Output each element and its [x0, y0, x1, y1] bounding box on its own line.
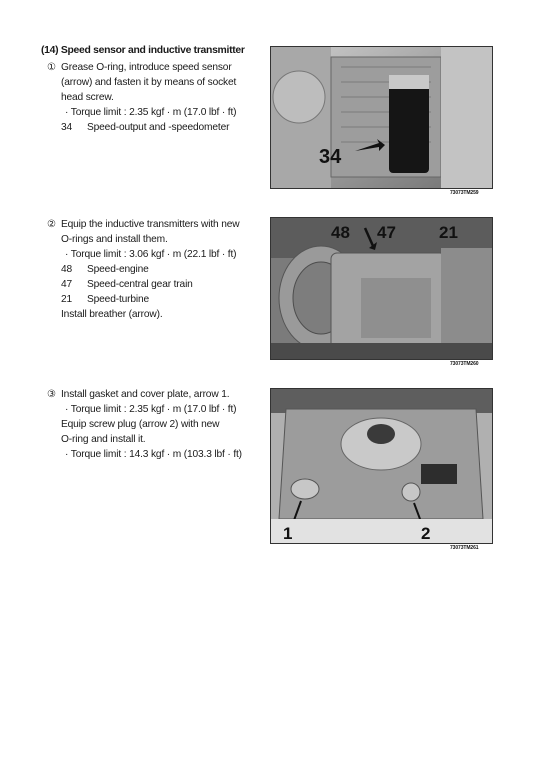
photo-3-callout-2: 2 — [421, 524, 431, 543]
photo-inductive-transmitters — [270, 217, 493, 360]
step-2-ref-47: 47 Speed-central gear train — [61, 279, 193, 290]
photo-2-callout-47: 47 — [377, 223, 396, 242]
step-2-line-1: Equip the inductive transmitters with new — [61, 219, 240, 230]
step-1-text — [47, 60, 243, 135]
step-3-text — [47, 387, 243, 462]
step-1-line-3: head screw. — [61, 92, 114, 103]
step-1-number: ① — [47, 62, 56, 73]
step-1-torque: · Torque limit : 2.35 kgf · m (17.0 lbf · ft) — [47, 105, 243, 120]
step-1-line-2: (arrow) and fasten it by means of socket — [61, 77, 237, 88]
step-3-torque-2: · Torque limit : 14.3 kgf · m (103.3 lbf · ft) — [47, 447, 243, 462]
step-2-number: ② — [47, 219, 56, 230]
photo-3-callout-1: 1 — [283, 524, 293, 543]
step-3-line-3: O-ring and install it. — [61, 434, 146, 445]
step-2-ref-48: 48 Speed-engine — [61, 264, 149, 275]
step-2-ref-21: 21 Speed-turbine — [61, 294, 150, 305]
photo-2-callout-48: 48 — [331, 223, 350, 242]
step-3-number: ③ — [47, 389, 56, 400]
section-heading: (14) Speed sensor and inductive transmitter — [41, 45, 245, 56]
photo-cover-plate — [270, 388, 493, 544]
photo-2-callout-21: 21 — [439, 223, 458, 242]
step-2-text — [47, 217, 243, 322]
figure-id-1: 73073TM259 — [450, 190, 479, 196]
step-2-line-2: O-rings and install them. — [61, 234, 168, 245]
step-1-line-1: Grease O-ring, introduce speed sensor — [61, 62, 232, 73]
photo-speed-sensor — [270, 46, 493, 189]
step-1-ref-34: 34 Speed-output and -speedometer — [61, 122, 230, 133]
step-2-torque: · Torque limit : 3.06 kgf · m (22.1 lbf · ft) — [47, 247, 243, 262]
figure-id-3: 73073TM261 — [450, 545, 479, 551]
figure-id-2: 73073TM260 — [450, 361, 479, 367]
step-2-note: Install breather (arrow). — [61, 309, 163, 320]
step-3-line-1: Install gasket and cover plate, arrow 1. — [61, 389, 230, 400]
step-3-torque-1: · Torque limit : 2.35 kgf · m (17.0 lbf · ft) — [47, 402, 243, 417]
photo-1-callout-34: 34 — [319, 146, 342, 168]
step-3-line-2: Equip screw plug (arrow 2) with new — [61, 419, 220, 430]
